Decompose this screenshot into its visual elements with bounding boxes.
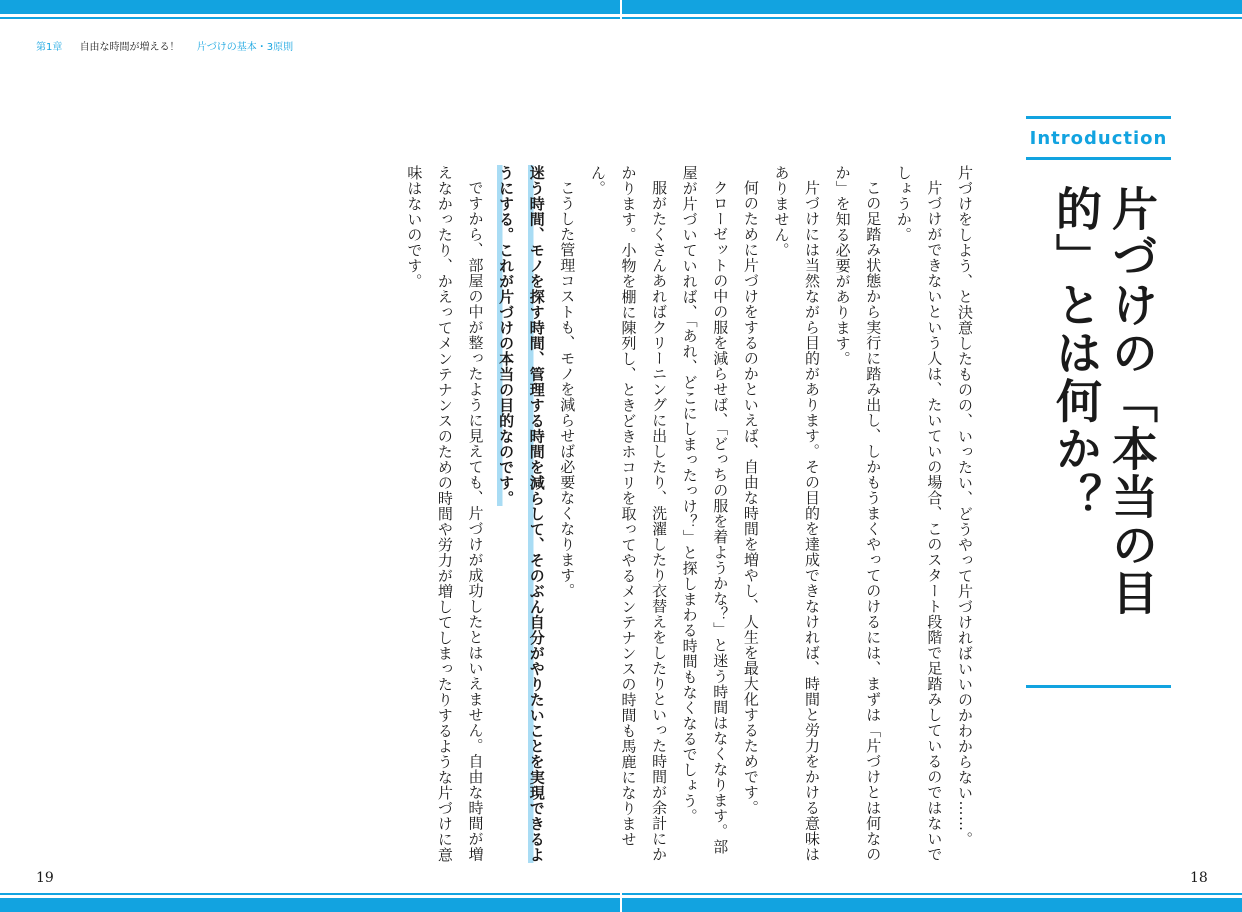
page-title: 片づけの「本当の目的」とは何か？	[1049, 185, 1159, 617]
body-paragraph: ですから、部屋の中が整ったように見えても、片づけが成功したとはいえません。自由な時間が増えなかったり、かえってメンテナンスのための時間や労力が増してしまったりするような片づけに意味はないのです。	[405, 165, 485, 863]
bottom-gutter	[620, 892, 622, 912]
page-number-left: 19	[36, 870, 54, 886]
highlighted-text: 迷う時間、モノを探す時間、管理する時間を減らして、そのぶん自分がやりたいことを実現できるようにする。これが片づけの本当の目的なのです。	[497, 165, 546, 863]
body-paragraph: 片づけには当然ながら目的があります。その目的を達成できなければ、時間と労力をかける意味はありません。	[772, 165, 822, 862]
body-paragraph: クローゼットの中の服を減らせば、「どっちの服を着ようかな？」と迷う時間はなくなります。部屋が片づいていれば、「あれ、どこにしまったっけ？」と探しまわる時間もなくなるでしょう。	[680, 165, 730, 855]
body-paragraph: この足踏み状態から実行に踏み出し、しかもうまくやってのけるには、まずは「片づけとは何なのか」を知る必要があります。	[833, 165, 883, 862]
chapter-number: 第1章	[36, 42, 63, 53]
body-text	[399, 165, 980, 865]
introduction-label: Introduction	[1026, 116, 1171, 160]
body-paragraph: 何のために片づけをするのかといえば、自由な時間を増やし、人生を最大化するためです。	[741, 180, 760, 816]
introduction-bottom-rule	[1026, 685, 1171, 688]
body-paragraph: 服がたくさんあればクリーニングに出したり、洗濯したり衣替えをしたりといった時間が余計にかかります。小物を棚に陳列し、ときどきホコリを取ってやるメンテナンスの時間も馬鹿になりません。	[588, 165, 669, 862]
top-gutter	[620, 0, 622, 20]
section-title: 片づけの基本・3原則	[196, 42, 294, 53]
body-paragraph	[491, 165, 552, 865]
chapter-title: 自由な時間が増える！	[79, 42, 180, 53]
body-paragraph: 片づけをしよう、と決意したものの、いったい、どうやって片づければいいのかわからない……。	[956, 165, 974, 847]
page-number-right: 18	[1190, 870, 1208, 886]
running-header	[36, 38, 307, 53]
body-paragraph: 片づけができないという人は、たいていの場合、このスタート段階で足踏みしているのではないでしょうか。	[894, 165, 944, 862]
body-paragraph: こうした管理コストも、モノを減らせば必要なくなります。	[558, 180, 577, 599]
